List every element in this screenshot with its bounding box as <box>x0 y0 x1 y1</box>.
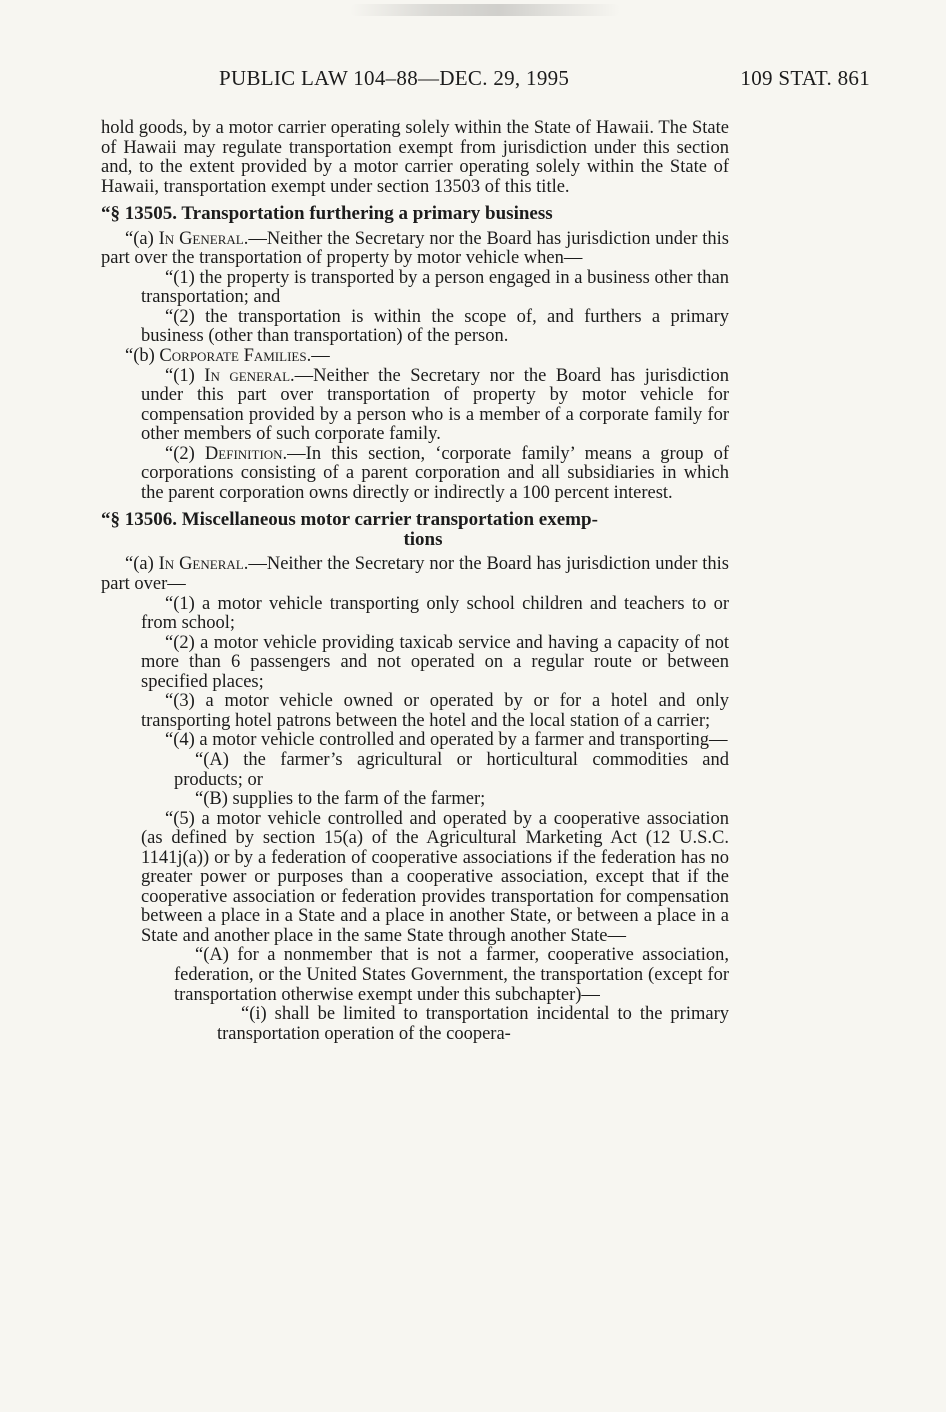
continued-paragraph: hold goods, by a motor carrier operating solely within the State of Hawaii. The State of Hawaii may regulate transportation exempt from jurisdiction under this section and, to the extent provided by a motor carrier operating solely within the State of Hawaii, transportation exempt under section 13503 of this title. <box>101 118 729 197</box>
paragraph-13505-a-1: “(1) the property is transported by a person engaged in a business other than transportation; and <box>141 267 729 308</box>
clause-13506-a-5-A-i: “(i) shall be limited to transportation incidental to the primary transportation operation of the coopera- <box>217 1004 729 1044</box>
paragraph-13505-a-2: “(2) the transportation is within the scope of, and furthers a primary business (other than transportation) of the person. <box>141 306 729 347</box>
paragraph-13505-b-1: “(1) In general.—Neither the Secretary nor the Board has jurisdiction under this part over transportation of property by motor vehicle for compensation provided by a person who is a member of a corporate family for other members of such corporate family. <box>141 365 729 445</box>
paragraph-13506-a-3: “(3) a motor vehicle owned or operated by or for a hotel and only transporting hotel patrons between the hotel and the local station of a carrier; <box>141 691 729 731</box>
paragraph-13506-a-1: “(1) a motor vehicle transporting only school children and teachers to or from school; <box>141 593 729 634</box>
paragraph-13506-a-2: “(2) a motor vehicle providing taxicab service and having a capacity of not more than 6 passengers and not operated on a regular route or between specified places; <box>141 632 729 692</box>
running-header <box>100 66 870 98</box>
scan-artifact <box>350 4 620 16</box>
paragraph-13505-b-2: “(2) Definition.—In this section, ‘corporate family’ means a group of corporations consisting of a parent corporation and all subsidiaries in which the parent corporation owns directly or indirectly a 100 percent interest. <box>141 443 729 503</box>
header-citation: PUBLIC LAW 104–88—DEC. 29, 1995 <box>219 66 570 90</box>
caption: In General. <box>158 228 249 249</box>
header-page-number: 109 STAT. 861 <box>740 66 870 90</box>
caption: In general. <box>204 365 295 386</box>
section-13506-heading: “§ 13506. Miscellaneous motor carrier transportation exemp- tions <box>101 509 598 550</box>
page-body <box>101 119 729 1044</box>
paragraph-13506-a-5: “(5) a motor vehicle controlled and operated by a cooperative association (as defined by section 15(a) of the Agricultural Marketing Act (12 U.S.C. 1141j(a)) or by a federation of cooperative associations if the federation has no greater power or purposes than a cooperative association, except that if the cooperative association or federation provides transportation for compensation between a place in a State and a place in another State, or between a place in a State and another place in the same State through another State— <box>141 808 729 946</box>
subparagraph-13506-a-4-B: “(B) supplies to the farm of the farmer; <box>195 789 486 810</box>
subparagraph-13506-a-5-A: “(A) for a nonmember that is not a farmer, cooperative association, federation, or the United States Government, the transportation (except for transportation otherwise exempt under this subchapter)— <box>174 945 729 1005</box>
subsection-13505-a: “(a) In General.—Neither the Secretary nor the Board has jurisdiction under this part over the transportation of property by motor vehicle when— <box>101 228 729 269</box>
subsection-13505-b: “(b) Corporate Families.— <box>125 346 330 367</box>
paragraph-13506-a-4: “(4) a motor vehicle controlled and operated by a farmer and transporting— <box>165 730 728 751</box>
section-13505-heading: “§ 13505. Transportation furthering a primary business <box>101 203 553 225</box>
subsection-13506-a: “(a) In General.—Neither the Secretary nor the Board has jurisdiction under this part over— <box>101 554 729 595</box>
caption: Definition. <box>204 443 288 464</box>
subparagraph-13506-a-4-A: “(A) the farmer’s agricultural or horticultural commodities and products; or <box>174 749 729 790</box>
caption: Corporate Families. <box>159 346 312 367</box>
caption: In General. <box>158 554 249 575</box>
